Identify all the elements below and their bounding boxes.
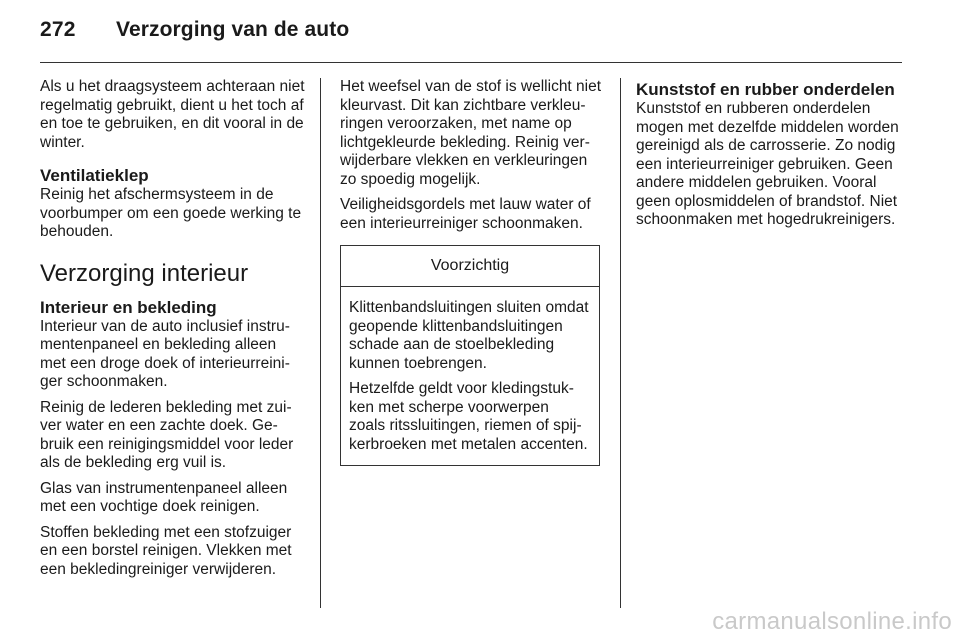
section-heading: Verzorging interieur [40,259,249,287]
column-right [636,78,906,237]
caution-paragraph: Klittenbandsluitingen sluiten omdat geopende klittenbandsluitingen schade aan de stoelbekleding kunnen toebrengen. [349,299,589,372]
leather-paragraph: Reinig de lederen bekleding met zuiver water en een zachte doek. Gebruik een reinigingsmiddel voor leder als de bekleding erg vuil is. [40,398,294,471]
watermark: carmanualsonline.info [712,608,952,635]
intro-paragraph: Als u het draagsysteem achteraan niet regelmatig gebruikt, dient u het toch af en toe te gebruiken, en dit vooral in de winter. [40,78,305,151]
seatbelt-paragraph: Veiligheidsgordels met lauw water of een interieurreiniger schoonmaken. [340,196,591,232]
fabric-paragraph: Stoffen bekleding met een stofzuiger en een borstel reinigen. Vlekken met een bekledingreiniger verwijderen. [40,523,292,578]
caution-box [340,245,600,466]
column-divider-left [320,78,321,608]
ventilation-heading: Ventilatieklep [40,166,149,185]
page-number: 272 [40,18,76,41]
page-header [40,18,349,48]
column-divider-right [620,78,621,608]
plastic-rubber-paragraph: Kunststof en rubberen onderdelen mogen met dezelfde middelen worden gereinigd als de carrosserie. Zo nodig een interieurreiniger gebruiken. Geen andere middelen gebruiken. Vooral geen oplosmiddelen of brandstof. Niet schoonmaken met hogedrukreinigers. [636,100,899,228]
column-middle [340,78,602,466]
column-left [40,78,306,586]
caution-body [341,287,599,465]
plastic-rubber-heading: Kunststof en rubber onderdelen [636,80,895,99]
interior-heading: Interieur en bekleding [40,297,217,317]
ventilation-paragraph: Reinig het afschermsysteem in de voorbumper om een goede werking te behouden. [40,186,302,240]
caution-paragraph: Hetzelfde geldt voor kledingstukken met scherpe voorwerpen zoals ritssluitingen, riemen of spijkerbroeken met metalen accenten. [349,380,588,453]
caution-title: Voorzichtig [341,246,599,287]
fabric-colour-paragraph: Het weefsel van de stof is wellicht niet kleurvast. Dit kan zichtbare verkleuringen veroorzaken, met name op lichtgekleurde bekleding. Reinig verwijderbare vlekken en verkleuringen zo spoedig mogelijk. [340,78,602,188]
header-divider [40,62,902,63]
glass-paragraph: Glas van instrumentenpaneel alleen met een vochtige doek reinigen. [40,479,288,515]
interior-paragraph: Interieur van de auto inclusief instrumentenpaneel en bekleding alleen met een droge doek of interieurreiniger schoonmaken. [40,317,290,390]
page-title: Verzorging van de auto [116,18,350,41]
